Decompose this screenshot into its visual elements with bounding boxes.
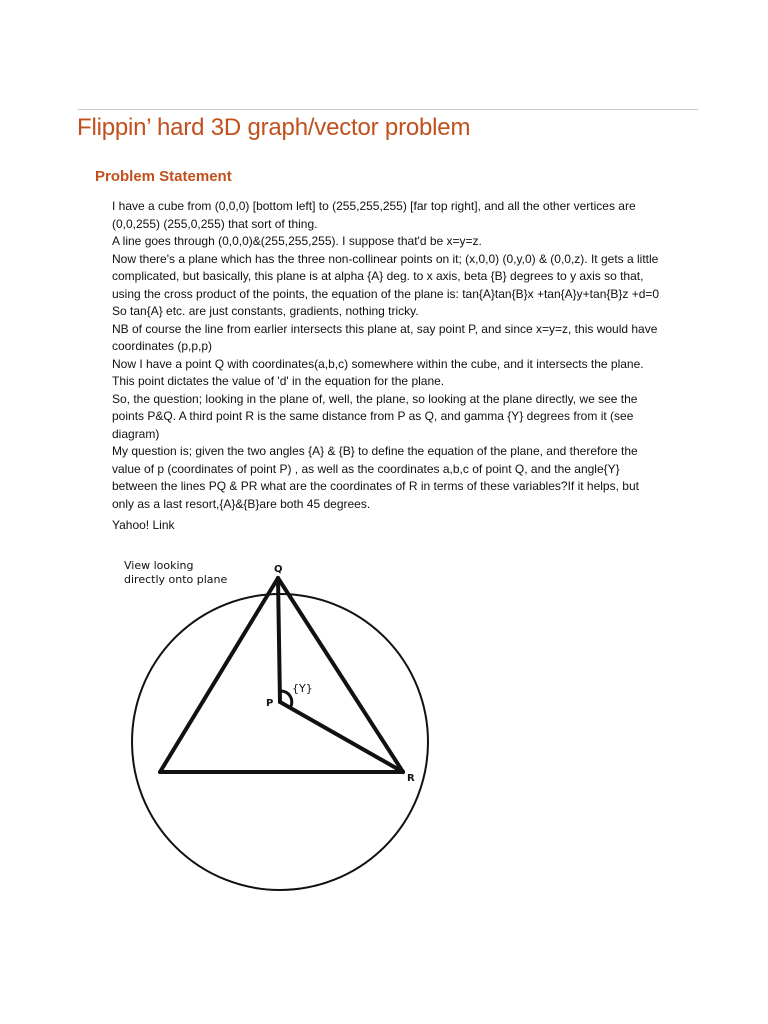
statement-line: This point dictates the value of 'd' in the equation for the plane. — [112, 374, 445, 388]
statement-line: A line goes through (0,0,0)&(255,255,255). I suppose that'd be x=y=z. — [112, 234, 482, 248]
statement-line: points P&Q. A third point R is the same distance from P as Q, and gamma {Y} degrees from it (see — [112, 409, 634, 423]
yahoo-link[interactable]: Yahoo! Link — [112, 518, 175, 532]
diagram — [110, 552, 430, 892]
statement-line: coordinates (p,p,p) — [112, 339, 213, 353]
statement-line: only as a last resort,{A}&{B}are both 45 degrees. — [112, 496, 371, 511]
statement-line: So, the question; looking in the plane of, well, the plane, so looking at the plane directly, we see the — [112, 391, 638, 406]
angle-label: {Y} — [292, 682, 313, 695]
label-p: P — [266, 698, 274, 709]
statement-line: (0,0,255) (255,0,255) that sort of thing. — [112, 216, 318, 231]
label-r: R — [407, 773, 415, 784]
statement-line: value of p (coordinates of point P) , as well as the coordinates a,b,c of point Q, and the angle{Y} — [112, 461, 620, 476]
statement-line: My question is; given the two angles {A} & {B} to define the equation of the plane, and therefore the — [112, 444, 638, 458]
section-heading: Problem Statement — [95, 168, 232, 185]
caption-line-1: View looking — [124, 559, 194, 572]
statement-line: NB of course the line from earlier intersects this plane at, say point P, and since x=y=z, this would have — [112, 321, 658, 336]
problem-statement — [112, 198, 712, 535]
segment-pq — [278, 578, 280, 702]
statement-line: complicated, but basically, this plane is at alpha {A} deg. to x axis, beta {B} degrees to y axis so that, — [112, 269, 644, 283]
statement-line: diagram) — [112, 426, 160, 441]
statement-line: using the cross product of the points, the equation of the plane is: tan{A}tan{B}x +tan{A}y+tan{B}z +d=0 — [112, 286, 660, 301]
statement-line: I have a cube from (0,0,0) [bottom left] to (255,255,255) [far top right], and all the other vertices are — [112, 199, 636, 213]
segment-pr — [280, 702, 403, 772]
statement-line: So tan{A} etc. are just constants, gradients, nothing tricky. — [112, 304, 419, 318]
statement-line: Now I have a point Q with coordinates(a,b,c) somewhere within the cube, and it intersects the plane. — [112, 356, 644, 371]
caption-line-2: directly onto plane — [124, 573, 228, 586]
top-divider — [78, 109, 698, 110]
statement-line: between the lines PQ & PR what are the coordinates of R in terms of these variables?If it helps, but — [112, 479, 639, 493]
label-q: Q — [274, 564, 283, 575]
statement-line: Now there's a plane which has the three non-collinear points on it; (x,0,0) (0,y,0) & (0,0,z). It gets a little — [112, 251, 659, 266]
page-title: Flippin’ hard 3D graph/vector problem — [77, 114, 471, 141]
